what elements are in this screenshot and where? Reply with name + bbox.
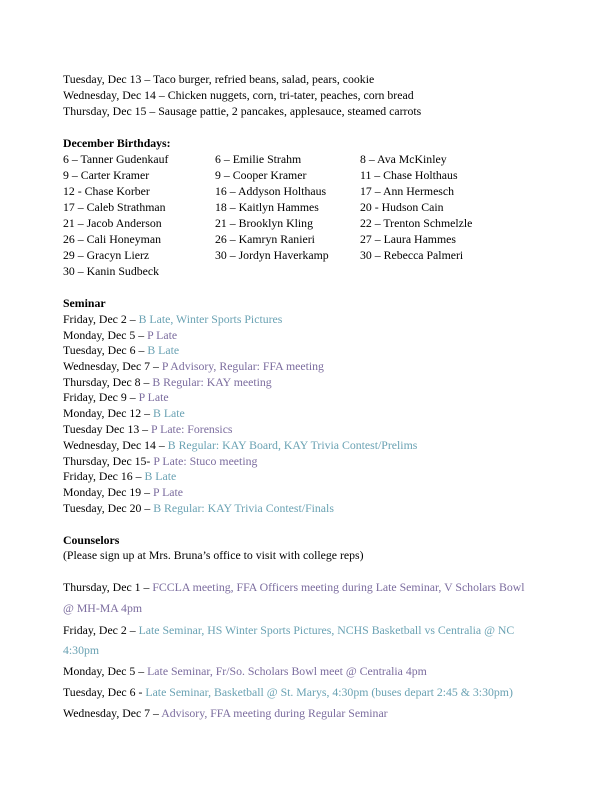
counselor-date: Thursday, Dec 1 – (63, 580, 153, 594)
seminar-detail: P Late (147, 328, 178, 342)
counselor-item (63, 580, 525, 595)
lunch-line: Wednesday, Dec 14 – Chicken nuggets, corn, tri-tater, peaches, corn bread (63, 88, 414, 102)
seminar-item (63, 454, 257, 469)
counselor-date: Friday, Dec 2 – (63, 623, 139, 637)
seminar-item (63, 375, 272, 390)
seminar-date: Tuesday, Dec 20 – (63, 501, 154, 515)
seminar-item (63, 438, 417, 453)
seminar-date: Friday, Dec 2 – (63, 312, 139, 326)
lunch-line: Tuesday, Dec 13 – Taco burger, refried beans, salad, pears, cookie (63, 72, 375, 86)
seminar-date: Thursday, Dec 15- (63, 454, 154, 468)
counselors-note: (Please sign up at Mrs. Bruna’s office to visit with college reps) (63, 548, 364, 562)
seminar-detail: P Late (138, 390, 169, 404)
birthday-entry: 8 – Ava McKinley (360, 152, 447, 166)
birthday-entry: 20 - Hudson Cain (360, 200, 444, 214)
seminar-date: Monday, Dec 5 – (63, 328, 148, 342)
seminar-date: Monday, Dec 19 – (63, 485, 153, 499)
seminar-item (63, 312, 282, 327)
seminar-date: Monday, Dec 12 – (63, 406, 153, 420)
counselors-heading: Counselors (63, 533, 120, 547)
seminar-date: Wednesday, Dec 14 – (63, 438, 168, 452)
seminar-detail: P Late (153, 485, 184, 499)
seminar-item (63, 422, 233, 437)
seminar-item (63, 359, 324, 374)
counselor-item (63, 706, 388, 721)
counselor-item (63, 685, 513, 700)
birthday-entry: 17 – Ann Hermesch (360, 184, 455, 198)
seminar-item (63, 406, 185, 421)
counselor-date: Wednesday, Dec 7 – (63, 706, 162, 720)
counselor-detail: FCCLA meeting, FFA Officers meeting during Late Seminar, V Scholars Bowl (152, 580, 525, 594)
seminar-item (63, 485, 183, 500)
birthday-entry: 16 – Addyson Holthaus (215, 184, 327, 198)
counselor-detail: Late Seminar, Fr/So. Scholars Bowl meet @ Centralia 4pm (147, 664, 427, 678)
seminar-date: Thursday, Dec 8 – (63, 375, 153, 389)
seminar-item (63, 343, 179, 358)
birthday-entry: 11 – Chase Holthaus (360, 168, 458, 182)
seminar-detail: B Late (144, 469, 177, 483)
seminar-item (63, 469, 176, 484)
seminar-detail: P Late: Stuco meeting (153, 454, 258, 468)
birthday-entry: 30 – Rebecca Palmeri (360, 248, 464, 262)
seminar-detail: P Advisory, Regular: FFA meeting (161, 359, 324, 373)
seminar-detail: B Regular: KAY Trivia Contest/Finals (153, 501, 334, 515)
seminar-detail: B Regular: KAY Board, KAY Trivia Contest/Prelims (167, 438, 418, 452)
birthday-entry: 9 – Carter Kramer (63, 168, 150, 182)
seminar-date: Tuesday Dec 13 – (63, 422, 152, 436)
counselor-detail: Advisory, FFA meeting during Regular Seminar (161, 706, 388, 720)
birthday-entry: 6 – Tanner Gudenkauf (63, 152, 169, 166)
seminar-date: Friday, Dec 16 – (63, 469, 145, 483)
birthday-entry: 17 – Caleb Strathman (63, 200, 166, 214)
seminar-date: Wednesday, Dec 7 – (63, 359, 162, 373)
seminar-item (63, 501, 334, 516)
birthday-entry: 27 – Laura Hammes (360, 232, 456, 246)
counselor-date: Monday, Dec 5 – (63, 664, 148, 678)
counselor-date: Tuesday, Dec 6 - (63, 685, 146, 699)
birthday-entry: 30 – Kanin Sudbeck (63, 264, 159, 278)
counselor-item (63, 623, 514, 638)
birthday-entry: 18 – Kaitlyn Hammes (215, 200, 319, 214)
seminar-heading: Seminar (63, 296, 106, 310)
birthday-entry: 26 – Cali Honeyman (63, 232, 161, 246)
seminar-detail: B Late, Winter Sports Pictures (138, 312, 283, 326)
birthday-entry: 26 – Kamryn Ranieri (215, 232, 315, 246)
seminar-item (63, 328, 177, 343)
lunch-line: Thursday, Dec 15 – Sausage pattie, 2 pancakes, applesauce, steamed carrots (63, 104, 422, 118)
counselor-detail-continued: @ MH-MA 4pm (63, 601, 143, 615)
birthday-entry: 21 – Brooklyn Kling (215, 216, 313, 230)
seminar-date: Tuesday, Dec 6 – (63, 343, 148, 357)
birthday-entry: 9 – Cooper Kramer (215, 168, 307, 182)
seminar-date: Friday, Dec 9 – (63, 390, 139, 404)
seminar-item (63, 390, 169, 405)
birthday-entry: 22 – Trenton Schmelzle (360, 216, 473, 230)
seminar-detail: B Late (147, 343, 180, 357)
counselor-detail-continued: 4:30pm (63, 643, 100, 657)
birthday-entry: 30 – Jordyn Haverkamp (215, 248, 329, 262)
birthday-entry: 6 – Emilie Strahm (215, 152, 302, 166)
birthday-entry: 29 – Gracyn Lierz (63, 248, 150, 262)
counselor-detail: Late Seminar, Basketball @ St. Marys, 4:30pm (buses depart 2:45 & 3:30pm) (145, 685, 513, 699)
counselor-detail: Late Seminar, HS Winter Sports Pictures, NCHS Basketball vs Centralia @ NC (138, 623, 515, 637)
birthday-entry: 12 - Chase Korber (63, 184, 150, 198)
seminar-detail: B Late (153, 406, 185, 420)
counselor-item (63, 664, 427, 679)
seminar-detail: P Late: Forensics (151, 422, 233, 436)
seminar-detail: B Regular: KAY meeting (152, 375, 272, 389)
birthdays-heading: December Birthdays: (63, 136, 171, 150)
birthday-entry: 21 – Jacob Anderson (63, 216, 162, 230)
